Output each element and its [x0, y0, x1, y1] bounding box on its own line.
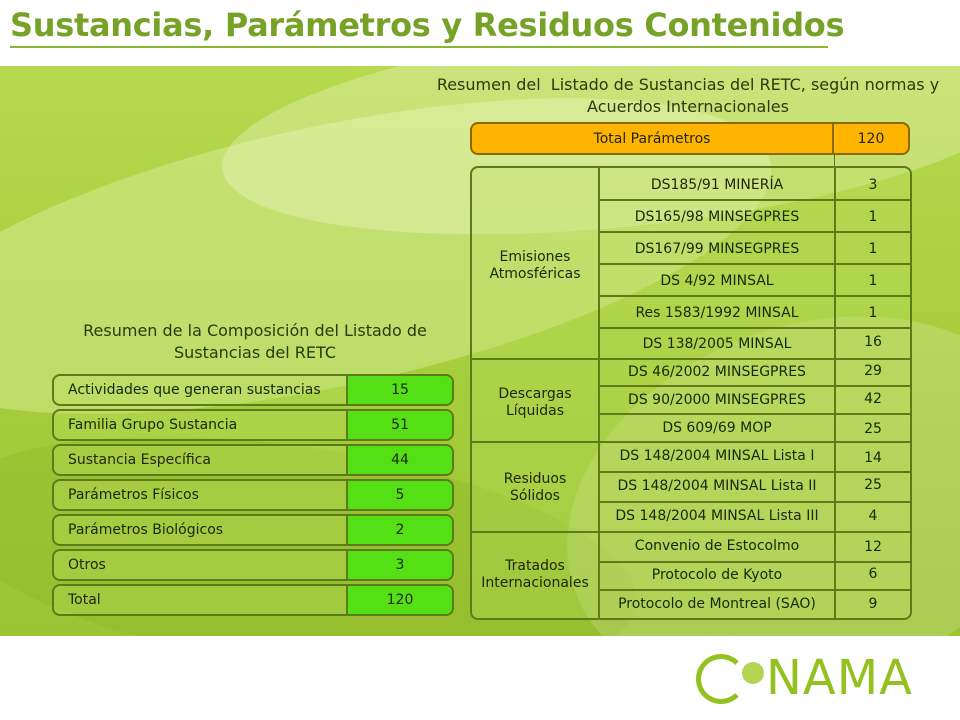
composition-value: 120 [386, 592, 414, 608]
right-table-heading [432, 74, 944, 118]
norm-name: Protocolo de Kyoto [651, 567, 783, 583]
row-divider [598, 471, 910, 473]
composition-label-cell [52, 479, 348, 511]
logo-o-dot-icon [742, 662, 764, 684]
row-divider [598, 199, 910, 201]
category-residuos [472, 471, 598, 505]
composition-label-cell [52, 549, 348, 581]
left-heading-line1: Resumen de la Composición del Listado de [83, 321, 427, 340]
norm-name: DS 148/2004 MINSAL Lista II [617, 478, 817, 494]
category-line: Emisiones [499, 249, 571, 265]
row-divider [598, 263, 910, 265]
logo-text: NAMA [766, 650, 913, 706]
row-divider [598, 501, 910, 503]
norm-value: 29 [864, 363, 882, 379]
norm-value: 42 [864, 391, 882, 407]
composition-value-cell [346, 584, 454, 616]
composition-label-cell [52, 584, 348, 616]
norm-name: DS 90/2000 MINSEGPRES [628, 392, 806, 408]
row-divider [598, 561, 910, 563]
norm-value: 12 [864, 539, 882, 555]
slide-title: Sustancias, Parámetros y Residuos Contenidos [10, 6, 845, 44]
norm-value: 6 [868, 566, 878, 582]
total-label-cell [470, 122, 834, 155]
norm-name: DS 4/92 MINSAL [660, 273, 774, 289]
row-divider [598, 231, 910, 233]
category-descargas [472, 386, 598, 420]
norm-name: DS 138/2005 MINSAL [642, 336, 792, 352]
category-line: Tratados [505, 558, 565, 574]
composition-label-cell [52, 514, 348, 546]
category-emisiones [472, 249, 598, 283]
composition-value: 51 [391, 417, 409, 433]
group-divider [472, 358, 910, 360]
group-divider [472, 441, 910, 443]
header [0, 0, 960, 66]
norm-name: DS165/98 MINSEGPRES [634, 209, 800, 225]
composition-label-cell [52, 409, 348, 441]
norm-value: 25 [864, 477, 882, 493]
norms-table [470, 166, 912, 620]
norm-name: DS 46/2002 MINSEGPRES [628, 364, 806, 380]
composition-label: Parámetros Físicos [68, 487, 199, 503]
composition-row [52, 549, 452, 581]
right-heading-line1: Resumen del Listado de Sustancias del RETC, según normas y [436, 75, 940, 94]
norm-name: Res 1583/1992 MINSAL [635, 305, 799, 321]
composition-value-cell [346, 549, 454, 581]
row-divider [598, 589, 910, 591]
composition-value: 44 [391, 452, 409, 468]
norm-value: 14 [864, 450, 882, 466]
composition-value-cell [346, 444, 454, 476]
logo-c-ring-icon [696, 654, 746, 704]
composition-label-cell [52, 374, 348, 406]
left-heading-line2: Sustancias del RETC [173, 343, 337, 362]
norm-value: 16 [864, 334, 882, 350]
composition-label: Parámetros Biológicos [68, 522, 224, 538]
norm-name: DS167/99 MINSEGPRES [634, 241, 800, 257]
composition-value: 5 [395, 487, 405, 503]
category-tratados [472, 558, 598, 592]
composition-label: Otros [68, 557, 106, 573]
category-line: Internacionales [481, 575, 589, 591]
composition-value-cell [346, 479, 454, 511]
composition-row [52, 444, 452, 476]
composition-value-cell [346, 409, 454, 441]
composition-label: Actividades que generan sustancias [68, 382, 321, 398]
composition-value: 3 [395, 557, 405, 573]
row-divider [598, 327, 910, 329]
norm-value: 1 [868, 305, 878, 321]
composition-label-cell [52, 444, 348, 476]
total-value: 120 [857, 131, 885, 147]
composition-row [52, 409, 452, 441]
category-line: Líquidas [505, 403, 565, 419]
row-divider [598, 385, 910, 387]
norm-name: DS 609/69 MOP [662, 420, 772, 436]
total-parametros-row [470, 122, 910, 155]
composition-label: Familia Grupo Sustancia [68, 417, 238, 433]
group-divider [472, 531, 910, 533]
category-line: Sólidos [510, 488, 560, 504]
right-heading-line2: Acuerdos Internacionales [587, 97, 789, 116]
composition-row [52, 374, 452, 406]
category-line: Residuos [503, 471, 567, 487]
composition-label: Sustancia Específica [68, 452, 211, 468]
norm-value: 9 [868, 596, 878, 612]
composition-value-cell [346, 514, 454, 546]
composition-row [52, 479, 452, 511]
category-line: Descargas [498, 386, 572, 402]
title-underline [10, 46, 828, 48]
conama-logo [690, 648, 950, 712]
norm-name: Protocolo de Montreal (SAO) [618, 596, 816, 612]
composition-label: Total [68, 592, 101, 608]
composition-value: 2 [395, 522, 405, 538]
norm-value: 3 [868, 177, 878, 193]
composition-row-total [52, 584, 452, 616]
norm-value: 1 [868, 241, 878, 257]
total-label: Total Parámetros [593, 131, 711, 147]
row-divider [598, 295, 910, 297]
category-line: Atmosféricas [489, 266, 581, 282]
norm-name: DS 148/2004 MINSAL Lista I [619, 448, 815, 464]
total-value-cell [832, 122, 910, 155]
row-divider [598, 413, 910, 415]
composition-value-cell [346, 374, 454, 406]
composition-value: 15 [391, 382, 409, 398]
norm-value: 25 [864, 421, 882, 437]
norm-value: 4 [868, 508, 878, 524]
left-table-heading [60, 320, 450, 364]
norm-name: Convenio de Estocolmo [634, 538, 800, 554]
composition-row [52, 514, 452, 546]
norm-name: DS185/91 MINERÍA [650, 177, 784, 193]
norm-value: 1 [868, 209, 878, 225]
norm-value: 1 [868, 273, 878, 289]
norm-name: DS 148/2004 MINSAL Lista III [615, 508, 819, 524]
